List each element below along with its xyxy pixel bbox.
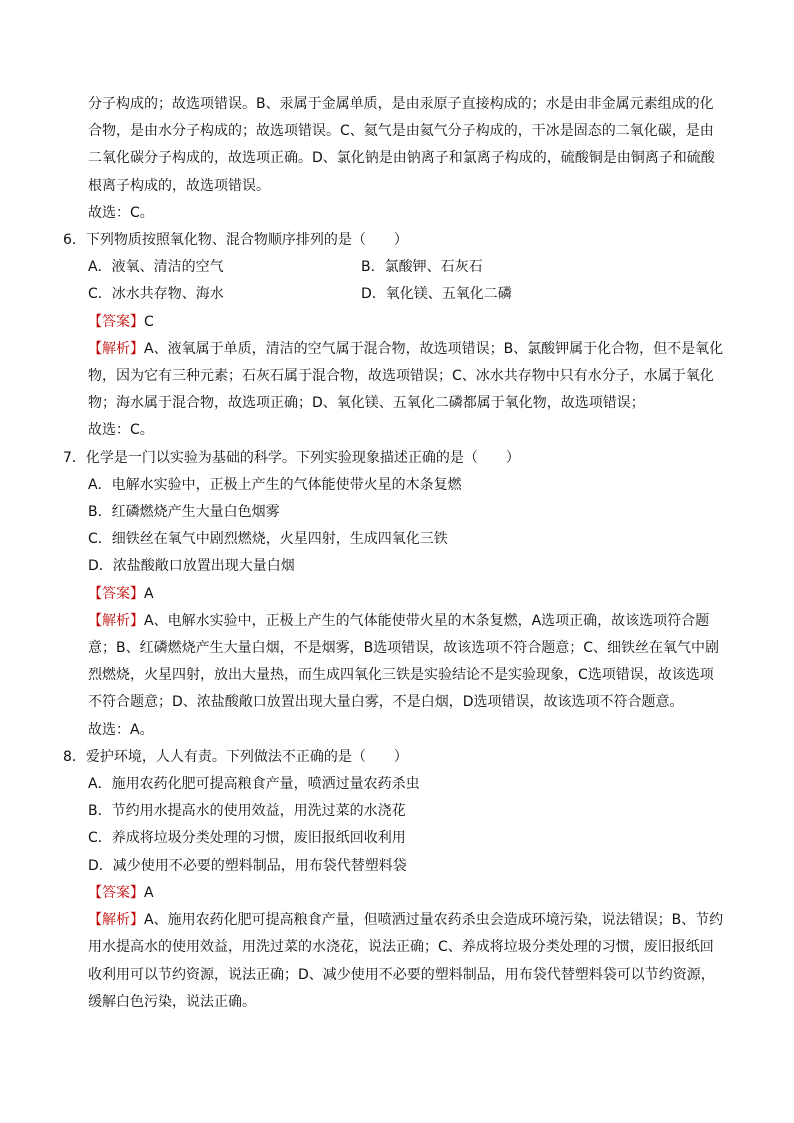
q7-option-b: B．红磷燃烧产生大量白色烟雾 [88, 504, 280, 521]
q8-option-a: A．施用农药化肥可提高粮食产量，喷洒过量农药杀虫 [88, 776, 420, 793]
q8-answer-tag: 【答案】 [88, 884, 144, 901]
q8-analysis-line-4: 缓解白色污染，说法正确。 [88, 993, 256, 1010]
q5-analysis-line-1: 分子构成的；故选项错误。B、汞属于金属单质，是由汞原子直接构成的；水是由非金属元素组成的化 [88, 96, 714, 112]
q6-final-answer: 故选：C。 [88, 422, 154, 439]
q7-option-d: D．浓盐酸敞口放置出现大量白烟 [88, 558, 295, 575]
q7-analysis-line-1 [88, 608, 728, 635]
q7-answer-value: A [144, 585, 154, 602]
q6-option-a: A．液氧、清洁的空气 [88, 259, 224, 276]
q6-answer-tag: 【答案】 [88, 313, 144, 330]
q8-stem [63, 744, 728, 771]
q6-analysis-tag: 【解析】 [88, 340, 144, 357]
q6-options-row-2 [88, 281, 728, 308]
q7-answer [88, 581, 728, 608]
q5-analysis-line-3: 二氧化碳分子构成的，故选项正确。D、氯化钠是由钠离子和氯离子构成的，硫酸铜是由铜离子和硫酸 [88, 150, 715, 167]
q7-option-c: C．细铁丝在氧气中剧烈燃烧，火星四射，生成四氧化三铁 [88, 531, 448, 548]
q5-analysis-line-4: 根离子构成的，故选项错误。 [88, 177, 270, 194]
q5-final-answer: 故选：C。 [88, 204, 154, 221]
q5-analysis-line-2: 合物，是由水分子构成的；故选项错误。C、氦气是由氦气分子构成的，干冰是固态的二氧化碳，是由 [88, 123, 714, 140]
q6-number: 6． [63, 232, 86, 249]
q6-option-c: C．冰水共存物、海水 [88, 286, 224, 303]
q6-option-d: D．氧化镁、五氧化二磷 [361, 286, 512, 303]
q7-analysis-tag: 【解析】 [88, 612, 144, 629]
q8-analysis-text-1: A、施用农药化肥可提高粮食产量，但喷洒过量农药杀虫会造成环境污染，说法错误；B、节约 [144, 912, 724, 929]
page-content [63, 91, 728, 1016]
q7-analysis-line-3: 烈燃烧，火星四射，放出大量热，而生成四氧化三铁是实验结论不是实验现象，C选项错误，故该选项 [88, 667, 714, 684]
q6-option-b: B．氯酸钾、石灰石 [361, 259, 483, 276]
q7-analysis-line-2: 意；B、红磷燃烧产生大量白烟，不是烟雾，B选项错误，故该选项不符合题意；C、细铁丝在氧气中剧 [88, 640, 719, 657]
q8-analysis-line-3: 收利用可以节约资源，说法正确；D、减少使用不必要的塑料制品，用布袋代替塑料袋可以节约资源， [88, 966, 715, 983]
q6-options-row-1 [88, 254, 728, 281]
q6-stem-text: 下列物质按照氧化物、混合物顺序排列的是（ ） [85, 232, 408, 249]
q7-number: 7． [63, 449, 86, 466]
q6-stem [63, 227, 728, 254]
q7-stem-text: 化学是一门以实验为基础的科学。下列实验现象描述正确的是（ ） [85, 449, 520, 466]
q6-analysis-line-2: 物，因为它有三种元素；石灰石属于混合物，故选项错误；C、冰水共存物中只有水分子，水属于氧化 [88, 368, 714, 385]
q6-analysis-text-1: A、液氧属于单质，清洁的空气属于混合物，故选项错误；B、氯酸钾属于化合物，但不是氧化 [144, 340, 724, 357]
q8-answer-value: A [144, 884, 154, 901]
q8-number: 8． [63, 748, 86, 765]
q6-answer [88, 309, 728, 336]
q7-stem [63, 445, 728, 472]
q7-answer-tag: 【答案】 [88, 585, 144, 602]
q7-analysis-line-4: 不符合题意；D、浓盐酸敞口放置出现大量白雾，不是白烟，D选项错误，故该选项不符合题意。 [88, 694, 684, 711]
q8-analysis-tag: 【解析】 [88, 912, 144, 929]
q8-analysis-line-1 [88, 907, 728, 934]
q6-analysis-line-3: 物；海水属于混合物，故选项正确；D、氧化镁、五氧化二磷都属于氧化物，故选项错误； [88, 395, 645, 412]
q8-option-b: B．节约用水提高水的使用效益，用洗过菜的水浇花 [88, 803, 406, 820]
q8-answer [88, 880, 728, 907]
q8-stem-text: 爱护环境，人人有责。下列做法不正确的是（ ） [85, 748, 408, 765]
q8-analysis-line-2: 用水提高水的使用效益，用洗过菜的水浇花，说法正确；C、养成将垃圾分类处理的习惯，废旧报纸回 [88, 939, 714, 956]
q6-answer-value: C [144, 313, 154, 330]
q7-final-answer: 故选：A。 [88, 721, 154, 738]
q7-analysis-text-1: A、电解水实验中，正极上产生的气体能使带火星的木条复燃，A选项正确，故该选项符合题 [144, 612, 710, 629]
q8-option-d: D．减少使用不必要的塑料制品，用布袋代替塑料袋 [88, 857, 407, 874]
q8-option-c: C．养成将垃圾分类处理的习惯，废旧报纸回收利用 [88, 830, 406, 847]
q7-option-a: A．电解水实验中，正极上产生的气体能使带火星的木条复燃 [88, 476, 462, 493]
q6-analysis-line-1 [88, 336, 728, 363]
